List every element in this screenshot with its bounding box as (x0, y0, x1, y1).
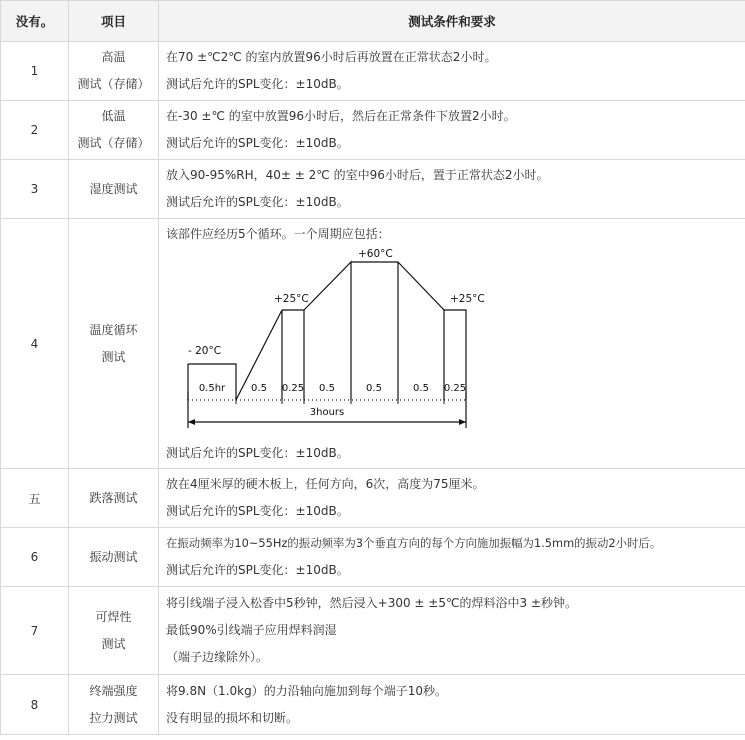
segment-label: 0.5hr (198, 382, 226, 394)
temperature-cycle-diagram (166, 248, 486, 440)
table-row (1, 528, 745, 587)
row-number: 3 (1, 160, 69, 219)
item-line: 低温 (101, 109, 126, 123)
row-conditions (159, 219, 745, 469)
item-line: 湿度测试 (89, 181, 138, 196)
row-number: 6 (1, 528, 69, 587)
item-line: 终端强度 (89, 683, 138, 698)
arrow-right-icon (459, 419, 466, 425)
row-number: 五 (1, 469, 69, 528)
row-conditions (159, 469, 745, 528)
table-row (1, 587, 745, 675)
table-row (1, 160, 745, 219)
condition-line: 测试后允许的SPL变化：±10dB。 (166, 195, 349, 209)
item-line: 振动测试 (89, 549, 138, 564)
condition-line: 放入90-95%RH，40± ± 2℃ 的室中96小时后，置于正常状态2小时。 (166, 168, 549, 182)
item-line: 测试 (101, 349, 126, 364)
header-row (1, 1, 745, 42)
row-number: 1 (1, 42, 69, 101)
row-item (69, 219, 159, 469)
item-line: 测试（存储） (77, 77, 150, 91)
row-conditions (159, 160, 745, 219)
table-row (1, 675, 745, 735)
header-no: 没有。 (1, 1, 69, 42)
condition-line: 没有明显的损坏和切断。 (166, 710, 299, 725)
segment-label: 0.5 (319, 382, 335, 394)
segment-label: 0.5 (251, 382, 267, 394)
table-row (1, 101, 745, 160)
arrow-left-icon (188, 419, 195, 425)
condition-line: 测试后允许的SPL变化：±10dB。 (166, 563, 349, 577)
row-item (69, 469, 159, 528)
condition-line: 在-30 ±℃ 的室中放置96小时后，然后在正常条件下放置2小时。 (166, 109, 516, 123)
condition-line: 在振动频率为10~55Hz的振动频率为3个垂直方向的每个方向施加振幅为1.5mm的振动2小时后。 (166, 536, 662, 550)
condition-line: 测试后允许的SPL变化：±10dB。 (166, 445, 349, 460)
row-number: 2 (1, 101, 69, 160)
table-row (1, 219, 745, 469)
temperature-profile-line (188, 262, 466, 400)
condition-line: 在70 ±℃2℃ 的室内放置96小时后再放置在正常状态2小时。 (166, 50, 497, 64)
item-line: 可焊性 (95, 609, 132, 624)
condition-line: 测试后允许的SPL变化：±10dB。 (166, 504, 349, 518)
item-line: 测试 (101, 636, 126, 651)
item-line: 跌落测试 (89, 490, 138, 505)
condition-line: （端子边缘除外）。 (166, 650, 269, 664)
row-conditions (159, 42, 745, 101)
temp-label-mid-left: +25°C (274, 292, 309, 305)
row-conditions (159, 101, 745, 160)
item-line: 拉力测试 (89, 710, 138, 725)
condition-line: 最低90%引线端子应用焊料润湿 (166, 623, 337, 637)
header-conditions: 测试条件和要求 (159, 1, 745, 42)
row-item (69, 528, 159, 587)
temp-label-peak: +60°C (358, 247, 393, 260)
row-conditions (159, 675, 745, 735)
temp-label-low: - 20°C (188, 344, 222, 357)
condition-line: 该部件应经历5个循环。一个周期应包括： (166, 226, 390, 241)
segment-label: 0.25 (281, 382, 305, 394)
row-item (69, 675, 159, 735)
item-line: 高温 (101, 50, 126, 64)
table-row (1, 469, 745, 528)
total-duration-label: 3hours (309, 406, 345, 418)
row-item (69, 160, 159, 219)
temp-label-mid-right: +25°C (450, 292, 485, 305)
row-conditions (159, 587, 745, 675)
row-item (69, 587, 159, 675)
header-item: 项目 (69, 1, 159, 42)
item-line: 温度循环 (89, 322, 138, 337)
row-item (69, 101, 159, 160)
item-line: 测试（存储） (77, 136, 150, 150)
row-item (69, 42, 159, 101)
row-number: 8 (1, 675, 69, 735)
condition-line: 将引线端子浸入松香中5秒钟，然后浸入+300 ± ±5℃的焊料浴中3 ±秒钟。 (166, 596, 577, 610)
condition-line: 放在4厘米厚的硬木板上，任何方向，6次，高度为75厘米。 (166, 477, 485, 491)
segment-label: 0.5 (366, 382, 382, 394)
row-conditions (159, 528, 745, 587)
condition-line: 测试后允许的SPL变化：±10dB。 (166, 136, 349, 150)
condition-line: 将9.8N（1.0kg）的力沿轴向施加到每个端子10秒。 (166, 683, 447, 698)
row-number: 4 (1, 219, 69, 469)
segment-label: 0.5 (413, 382, 429, 394)
table-row (1, 42, 745, 101)
row-number: 7 (1, 587, 69, 675)
condition-line: 测试后允许的SPL变化：±10dB。 (166, 77, 349, 91)
segment-label: 0.25 (443, 382, 467, 394)
